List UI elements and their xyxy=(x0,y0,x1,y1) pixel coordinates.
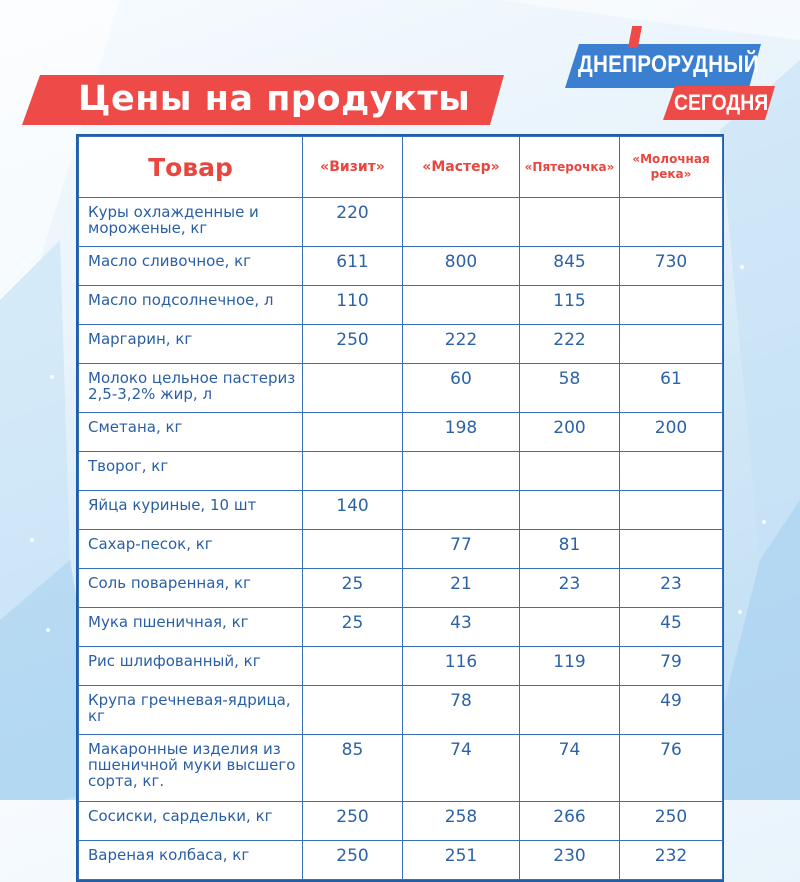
price-cell: 77 xyxy=(403,530,520,569)
snow-dot xyxy=(50,375,54,379)
price-cell: 250 xyxy=(620,802,723,841)
price-cell: 78 xyxy=(403,686,520,735)
product-name: Мука пшеничная, кг xyxy=(79,608,303,647)
product-name: Творог, кг xyxy=(79,452,303,491)
product-name: Сахар-песок, кг xyxy=(79,530,303,569)
price-cell xyxy=(303,413,403,452)
price-cell: 250 xyxy=(303,841,403,880)
price-cell: 23 xyxy=(520,569,620,608)
price-cell: 800 xyxy=(403,247,520,286)
product-name: Молоко цельное пастериз 2,5-3,2% жир, л xyxy=(79,364,303,413)
price-cell: 232 xyxy=(620,841,723,880)
price-cell xyxy=(520,608,620,647)
price-cell: 76 xyxy=(620,735,723,802)
price-cell: 230 xyxy=(520,841,620,880)
price-cell: 200 xyxy=(520,413,620,452)
table-row xyxy=(79,802,723,841)
product-name: Масло сливочное, кг xyxy=(79,247,303,286)
price-cell xyxy=(620,286,723,325)
price-cell: 251 xyxy=(403,841,520,880)
product-name: Соль поваренная, кг xyxy=(79,569,303,608)
price-cell: 250 xyxy=(303,325,403,364)
price-cell: 258 xyxy=(403,802,520,841)
table-row xyxy=(79,735,723,802)
price-cell: 25 xyxy=(303,608,403,647)
price-cell: 43 xyxy=(403,608,520,647)
price-cell: 79 xyxy=(620,647,723,686)
price-cell xyxy=(403,491,520,530)
price-cell: 115 xyxy=(520,286,620,325)
price-cell: 49 xyxy=(620,686,723,735)
product-name: Куры охлажденные и мороженые, кг xyxy=(79,198,303,247)
price-cell: 119 xyxy=(520,647,620,686)
price-cell: 116 xyxy=(403,647,520,686)
price-cell xyxy=(303,530,403,569)
price-cell: 198 xyxy=(403,413,520,452)
product-name: Сметана, кг xyxy=(79,413,303,452)
header-store-pyaterochka: «Пятерочка» xyxy=(520,137,620,198)
product-name: Вареная колбаса, кг xyxy=(79,841,303,880)
price-cell: 222 xyxy=(520,325,620,364)
price-cell xyxy=(620,198,723,247)
price-cell: 200 xyxy=(620,413,723,452)
price-cell: 74 xyxy=(520,735,620,802)
logo-text-line2: СЕГОДНЯ xyxy=(674,90,769,115)
header-store-master: «Мастер» xyxy=(403,137,520,198)
table-row xyxy=(79,569,723,608)
table-row xyxy=(79,686,723,735)
table-row xyxy=(79,286,723,325)
table-row xyxy=(79,198,723,247)
price-cell xyxy=(620,530,723,569)
price-cell: 21 xyxy=(403,569,520,608)
price-cell: 25 xyxy=(303,569,403,608)
product-name: Сосиски, сардельки, кг xyxy=(79,802,303,841)
price-cell: 222 xyxy=(403,325,520,364)
price-cell: 60 xyxy=(403,364,520,413)
table-header-row xyxy=(79,137,723,198)
price-cell xyxy=(620,452,723,491)
price-cell xyxy=(520,491,620,530)
price-cell: 140 xyxy=(303,491,403,530)
table-row xyxy=(79,530,723,569)
table-row xyxy=(79,413,723,452)
product-name: Масло подсолнечное, л xyxy=(79,286,303,325)
price-cell xyxy=(303,364,403,413)
table-row xyxy=(79,452,723,491)
price-cell xyxy=(520,452,620,491)
price-cell xyxy=(303,647,403,686)
table-row xyxy=(79,325,723,364)
price-cell xyxy=(403,286,520,325)
price-cell: 85 xyxy=(303,735,403,802)
price-cell: 81 xyxy=(520,530,620,569)
snow-dot xyxy=(30,538,34,542)
price-cell xyxy=(620,491,723,530)
snow-dot xyxy=(762,520,766,524)
price-cell: 250 xyxy=(303,802,403,841)
price-cell xyxy=(303,686,403,735)
product-name: Рис шлифованный, кг xyxy=(79,647,303,686)
table-row xyxy=(79,364,723,413)
table-row xyxy=(79,491,723,530)
price-cell: 110 xyxy=(303,286,403,325)
price-cell: 266 xyxy=(520,802,620,841)
price-cell xyxy=(403,452,520,491)
snow-dot xyxy=(738,610,742,614)
snow-dot xyxy=(22,262,26,266)
price-cell: 611 xyxy=(303,247,403,286)
product-name: Макаронные изделия из пшеничной муки высшего сорта, кг. xyxy=(79,735,303,802)
price-cell: 220 xyxy=(303,198,403,247)
price-table xyxy=(76,134,724,882)
logo-text-line1: ДНЕПРОРУДНЫЙ xyxy=(578,51,759,78)
price-cell: 845 xyxy=(520,247,620,286)
table-row xyxy=(79,608,723,647)
price-cell xyxy=(620,325,723,364)
page-title: Цены на продукты xyxy=(78,79,471,119)
product-name: Маргарин, кг xyxy=(79,325,303,364)
price-cell xyxy=(403,198,520,247)
header-store-molochnaya-reka: «Молочная река» xyxy=(620,137,723,198)
table-row xyxy=(79,841,723,880)
price-cell: 23 xyxy=(620,569,723,608)
snow-dot xyxy=(46,628,50,632)
header-store-vizit: «Визит» xyxy=(303,137,403,198)
product-name: Крупа гречневая-ядрица, кг xyxy=(79,686,303,735)
price-cell xyxy=(520,686,620,735)
price-cell: 61 xyxy=(620,364,723,413)
price-cell: 58 xyxy=(520,364,620,413)
price-cell: 730 xyxy=(620,247,723,286)
price-cell: 74 xyxy=(403,735,520,802)
product-name: Яйца куриные, 10 шт xyxy=(79,491,303,530)
price-cell: 45 xyxy=(620,608,723,647)
table-row xyxy=(79,647,723,686)
snow-dot xyxy=(740,265,744,269)
header-product: Товар xyxy=(79,137,303,198)
table-row xyxy=(79,247,723,286)
price-cell xyxy=(303,452,403,491)
price-cell xyxy=(520,198,620,247)
